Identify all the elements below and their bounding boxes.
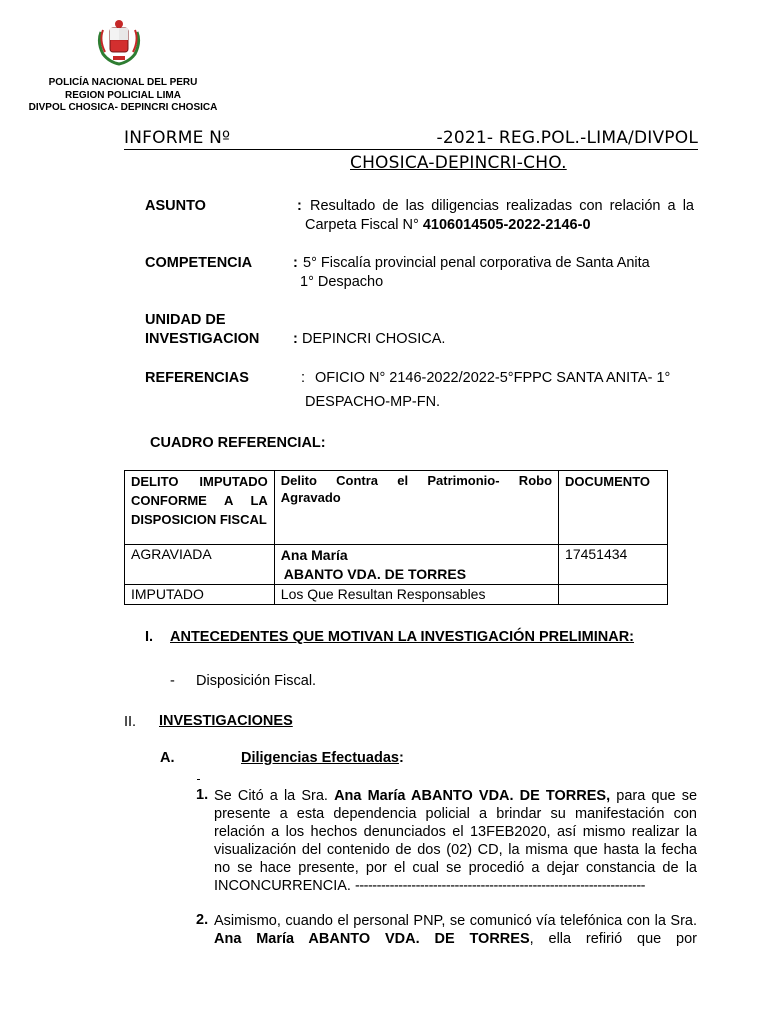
table-header-row — [125, 471, 668, 545]
table-cell — [559, 471, 668, 545]
section-1-bullet: - — [170, 673, 175, 689]
table-cell — [274, 545, 558, 585]
unidad-label-1: UNIDAD DE — [145, 312, 226, 328]
reference-table — [124, 470, 668, 605]
p1-name: Ana María ABANTO VDA. DE TORRES, — [334, 788, 611, 804]
agraviada-name-2: ABANTO VDA. DE TORRES — [283, 566, 467, 582]
title-right: -2021- REG.POL.-LIMA/DIVPOL — [436, 128, 698, 148]
competencia-colon: : — [293, 255, 298, 271]
table-cell — [125, 545, 275, 585]
header-delito-desc: Delito Contra el Patrimonio- Robo Agravado — [280, 473, 553, 505]
table-cell — [559, 585, 668, 605]
institution-line-2: REGION POLICIAL LIMA — [65, 90, 181, 101]
asunto-text-2 — [305, 216, 591, 235]
paragraph-2-number: 2. — [196, 912, 209, 928]
header-documento: DOCUMENTO — [565, 474, 651, 489]
title-left: INFORME Nº — [124, 128, 231, 148]
p2-name: Ana María ABANTO VDA. DE TORRES — [214, 931, 530, 947]
imputado-name: Los Que Resultan Responsables — [280, 586, 486, 602]
p1-text-c: para que se presente a esta dependencia policial a brindar su manifestación con relación a los hechos denunciados el 13FEB2020, así mismo realizar la visualización del contenido de dos (02) CD, la misma que hasta la fecha no se hace presente, por el cual se procedió a dejar constancia de la INCONCURRENCIA. — [214, 788, 698, 894]
asunto-text-1: Resultado de las diligencias realizadas con relación a la — [310, 198, 694, 214]
asunto-carpeta-number: 4106014505-2022-2146-0 — [422, 217, 591, 233]
table-cell — [559, 545, 668, 585]
row-label-imputado: IMPUTADO — [131, 586, 204, 602]
section-1-item: Disposición Fiscal. — [196, 673, 317, 689]
agraviada-name-1: Ana María — [280, 547, 348, 563]
competencia-text-2: 1° Despacho — [300, 274, 384, 290]
table-cell — [125, 585, 275, 605]
table-cell — [274, 471, 558, 545]
agraviada-doc: 17451434 — [565, 546, 628, 562]
row-label-agraviada: AGRAVIADA — [131, 546, 212, 562]
unidad-text: DEPINCRI CHOSICA. — [302, 331, 446, 347]
paragraph-1-number: 1. — [196, 787, 209, 803]
coat-of-arms-icon — [97, 18, 141, 66]
section-1-number: I. — [145, 629, 154, 645]
subsection-a-colon: : — [398, 750, 404, 766]
referencias-label: REFERENCIAS — [145, 370, 249, 386]
referencias-text-1: OFICIO N° 2146-2022/2022-5°FPPC SANTA ANITA- 1° — [315, 370, 671, 386]
institution-line-1: POLICÍA NACIONAL DEL PERU — [48, 77, 198, 88]
table-cell — [274, 585, 558, 605]
p2-text-a: Asimismo, cuando el personal PNP, se comunicó vía telefónica con la Sra. — [214, 913, 697, 929]
unidad-colon: : — [293, 331, 298, 347]
competencia-text-1: 5° Fiscalía provincial penal corporativa de Santa Anita — [303, 255, 650, 271]
p1-dashes: ------------------------------------------------------------------- — [354, 878, 646, 894]
p2-text-c: , ella refirió que por — [529, 931, 697, 947]
p1-text-a: Se Citó a la Sra. — [214, 788, 328, 804]
table-row — [125, 545, 668, 585]
stray-underline — [197, 779, 200, 780]
report-title — [124, 128, 698, 173]
section-2-number: II. — [124, 714, 137, 730]
subsection-a-title-text: Diligencias Efectuadas — [241, 750, 399, 766]
section-1-title: ANTECEDENTES QUE MOTIVAN LA INVESTIGACIÓN PRELIMINAR: — [170, 629, 635, 645]
subsection-a-title — [241, 750, 404, 766]
table-cell — [125, 471, 275, 545]
cuadro-heading: CUADRO REFERENCIAL: — [150, 435, 326, 451]
institution-line-3: DIVPOL CHOSICA- DEPINCRI CHOSICA — [28, 102, 218, 113]
asunto-carpeta: Carpeta Fiscal N° — [305, 217, 419, 233]
referencias-text-2: DESPACHO-MP-FN. — [305, 394, 441, 410]
subsection-a-letter: A. — [160, 750, 175, 766]
table-row — [125, 585, 668, 605]
referencias-colon: : — [301, 370, 306, 386]
title-line-2: CHOSICA-DEPINCRI-CHO. — [350, 153, 567, 173]
competencia-label: COMPETENCIA — [145, 255, 253, 271]
asunto-label: ASUNTO — [145, 198, 206, 214]
section-2-title: INVESTIGACIONES — [159, 713, 293, 729]
paragraph-1 — [214, 787, 697, 895]
unidad-label-2: INVESTIGACION — [145, 331, 260, 347]
paragraph-2 — [214, 912, 697, 948]
asunto-colon: : — [297, 198, 302, 214]
header-delito: DELITO IMPUTADO CONFORME A LA DISPOSICION FISCAL — [131, 474, 268, 527]
